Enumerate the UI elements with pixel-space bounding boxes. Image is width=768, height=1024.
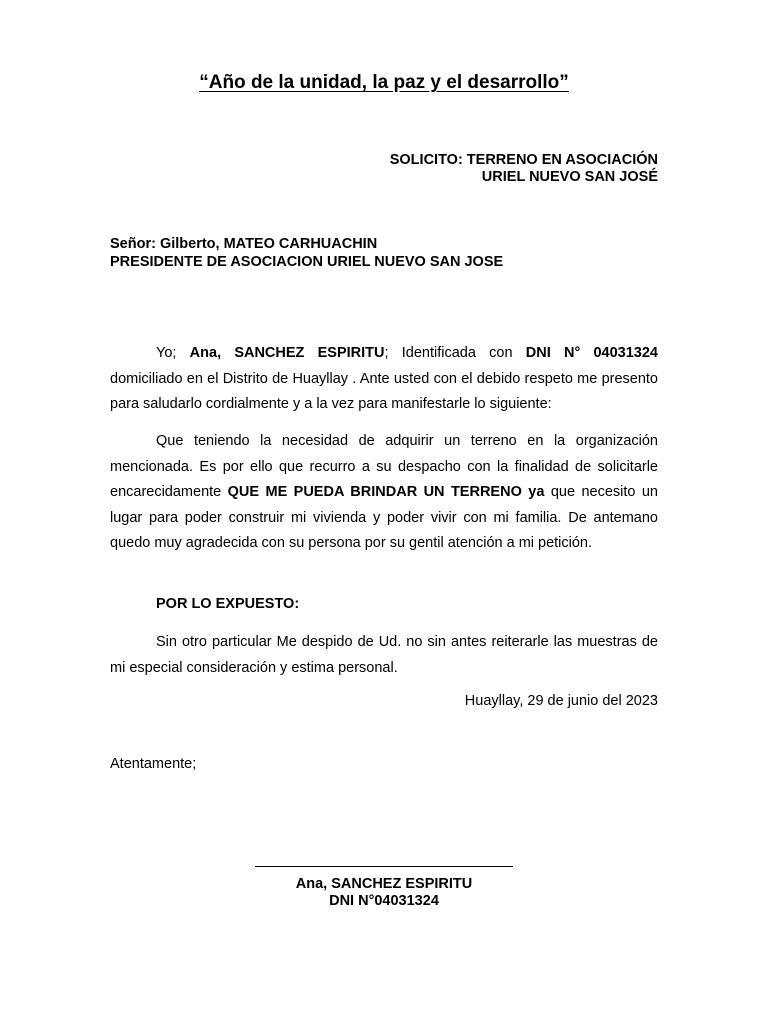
place-date: Huayllay, 29 de junio del 2023 bbox=[464, 693, 658, 709]
closing: Atentamente; bbox=[110, 756, 197, 772]
subject-line-1: SOLICITO: TERRENO EN ASOCIACIÓN bbox=[389, 152, 658, 168]
request-emphasis: QUE ME PUEDA BRINDAR UN TERRENO ya bbox=[227, 484, 545, 500]
signatory-name: Ana, SANCHEZ ESPIRITU bbox=[295, 876, 473, 892]
year-motto: “Año de la unidad, la paz y el desarrollo” bbox=[199, 72, 569, 93]
body-paragraph-2 bbox=[110, 429, 658, 557]
body-paragraph-4 bbox=[110, 630, 658, 681]
por-lo-expuesto: POR LO EXPUESTO: bbox=[156, 596, 300, 612]
subject-line-2: URIEL NUEVO SAN JOSÉ bbox=[481, 169, 658, 185]
body-paragraph-1 bbox=[110, 341, 658, 418]
subject-block bbox=[390, 152, 658, 186]
signature-line bbox=[255, 852, 513, 867]
recipient-block bbox=[110, 236, 503, 271]
signature-block bbox=[0, 852, 768, 910]
signatory-id: DNI N°04031324 bbox=[329, 893, 439, 909]
farewell-paragraph: Sin otro particular Me despido de Ud. no sin antes reiterarle las muestras de mi especial consideración y estima personal. bbox=[110, 634, 658, 676]
applicant-name: Ana, SANCHEZ ESPIRITU bbox=[189, 345, 385, 361]
recipient-line-2: PRESIDENTE DE ASOCIACION URIEL NUEVO SAN JOSE bbox=[110, 253, 504, 270]
recipient-line-1: Señor: Gilberto, MATEO CARHUACHIN bbox=[110, 236, 378, 252]
applicant-dni: DNI N° 04031324 bbox=[525, 345, 658, 361]
p1-suffix: domiciliado en el Distrito de Huayllay . Ante usted con el debido respeto me presento para saludarlo cordialmente y a la vez para manifestarle lo siguiente: bbox=[110, 370, 658, 412]
p1-mid: ; Identificada con bbox=[384, 345, 526, 361]
p2-prefix: Que teniendo la necesidad de adquirir un terreno en la organización mencionada. Es por ello que recurro a su despacho con la finalidad de solicitarle encarecidamente bbox=[110, 433, 658, 500]
body-paragraph-3 bbox=[110, 592, 658, 618]
p1-prefix: Yo; bbox=[156, 345, 190, 361]
p2-suffix: que necesito un lugar para poder construir mi vivienda y poder vivir con mi familia. De antemano quedo muy agradecida con su persona por su gentil atención a mi petición. bbox=[110, 484, 658, 551]
